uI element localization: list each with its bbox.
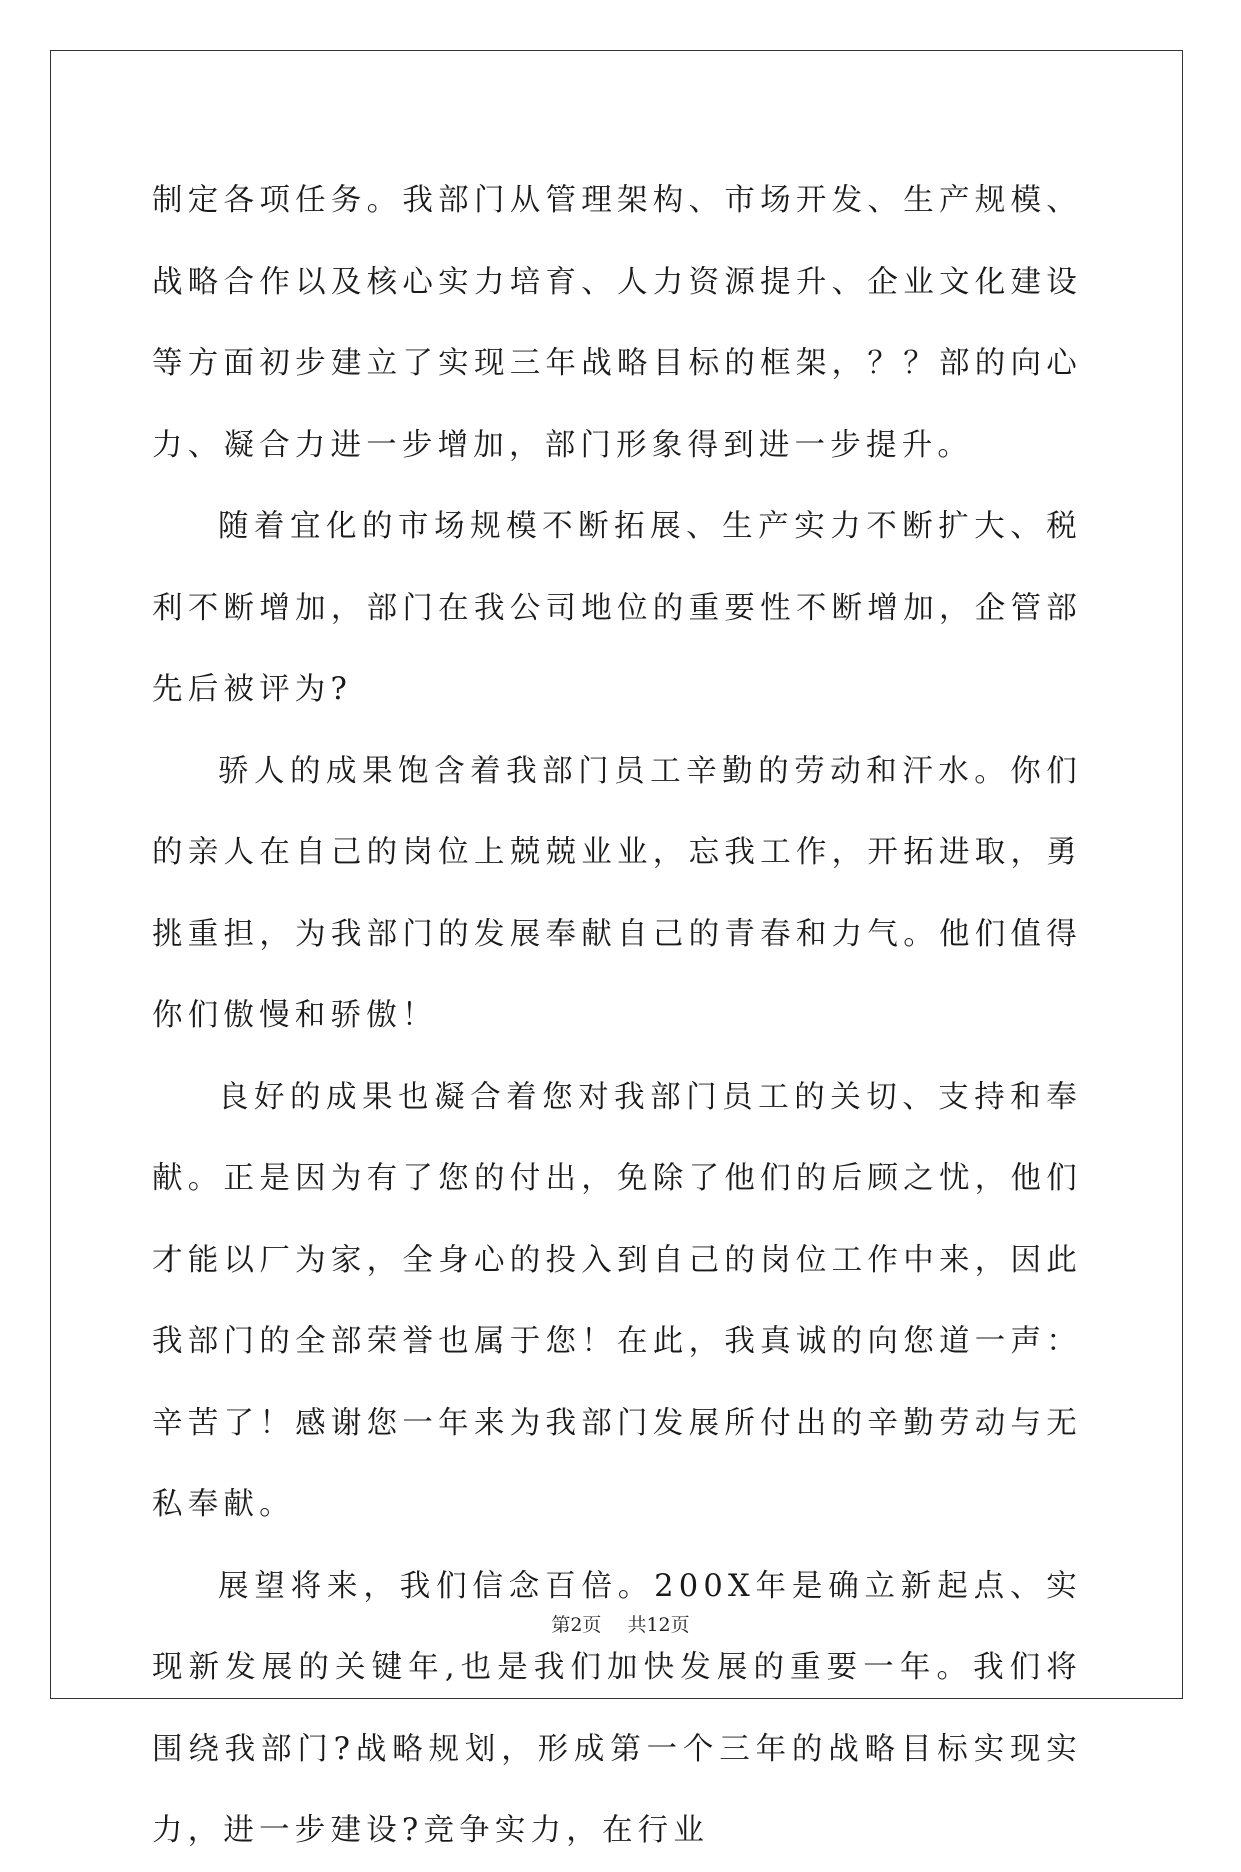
page-number: 第2页 xyxy=(551,1614,602,1636)
paragraph-family-thanks: 良好的成果也凝合着您对我部门员工的关切、支持和奉献。正是因为有了您的付出，免除了他们的后顾之忧，他们才能以厂为家，全身心的投入到自己的岗位工作中来，因此我部门的全部荣誉也属于您！在此，我真诚的向您道一声：辛苦了！感谢您一年来为我部门发展所付出的辛勤劳动与无私奉献。 xyxy=(152,1079,1082,1522)
page-footer xyxy=(0,1613,1241,1637)
page-total: 共12页 xyxy=(627,1614,690,1636)
paragraph-market-growth: 随着宜化的市场规模不断拓展、生产实力不断扩大、税利不断增加，部门在我公司地位的重要性不断增加，企管部先后被评为? xyxy=(152,509,1082,707)
paragraph-staff-achievements: 骄人的成果饱含着我部门员工辛勤的劳动和汗水。你们的亲人在自己的岗位上兢兢业业，忘我工作，开拓进取，勇挑重担，为我部门的发展奉献自己的青春和力气。他们值得你们傲慢和骄傲！ xyxy=(152,753,1082,1033)
paragraph-continuation: 制定各项任务。我部门从管理架构、市场开发、生产规模、战略合作以及核心实力培育、人力资源提升、企业文化建设等方面初步建立了实现三年战略目标的框架，？？部的向心力、凝合力进一步增加，部门形象得到进一步提升。 xyxy=(152,183,1082,463)
paragraph-outlook: 展望将来，我们信念百倍。200X年是确立新起点、实现新发展的关键年,也是我们加快发展的重要一年。我们将围绕我部门?战略规划，形成第一个三年的战略目标实现实力，进一步建设?竞争实力，在行业 xyxy=(152,1568,1082,1848)
